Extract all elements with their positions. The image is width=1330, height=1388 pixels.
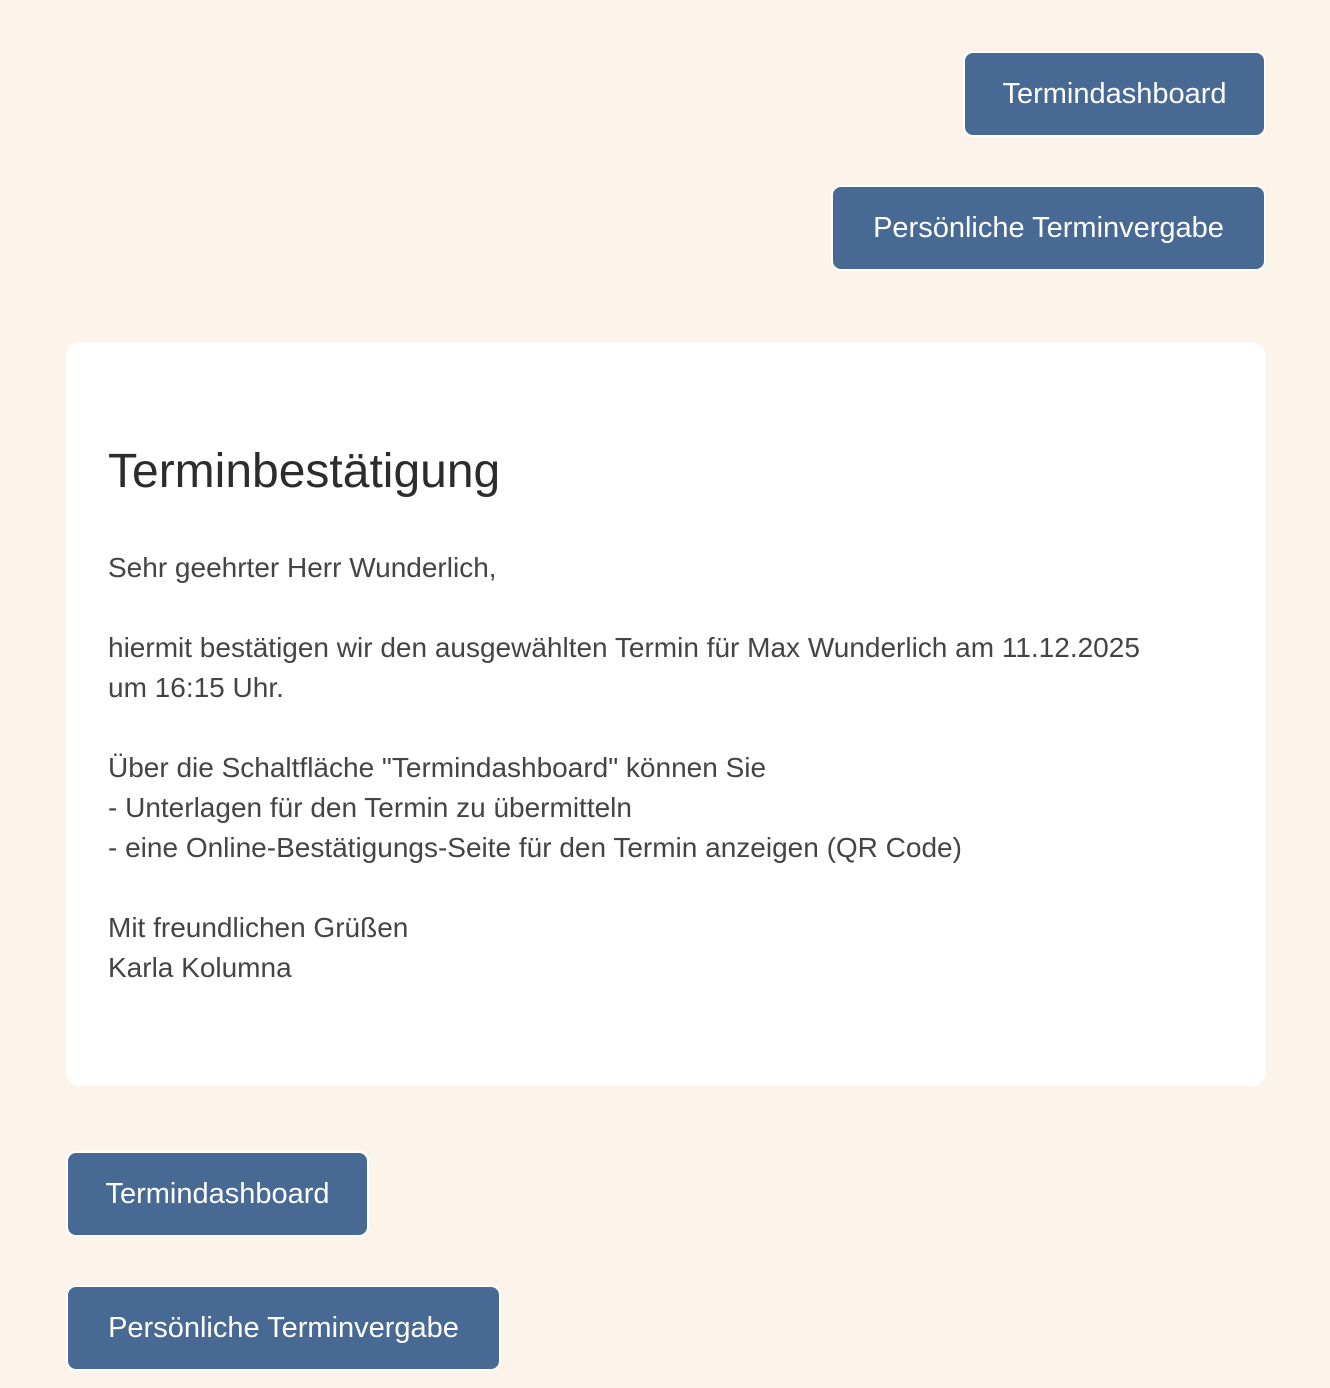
persoenliche-terminvergabe-button-bottom[interactable]: Persönliche Terminvergabe [66, 1285, 501, 1371]
termindashboard-button-bottom[interactable]: Termindashboard [66, 1151, 369, 1237]
confirmation-card [66, 342, 1266, 1086]
page-title: Terminbestätigung [108, 445, 501, 498]
confirmation-text: hiermit bestätigen wir den ausgewählten Termin für Max Wunderlich am 11.12.2025 um 16:15 Uhr. [108, 632, 1140, 703]
closing-text: Mit freundlichen Grüßen Karla Kolumna [108, 912, 409, 983]
greeting-text: Sehr geehrter Herr Wunderlich, [108, 552, 497, 583]
persoenliche-terminvergabe-button-top[interactable]: Persönliche Terminvergabe [831, 185, 1266, 271]
info-text: Über die Schaltfläche "Termindashboard" können Sie - Unterlagen für den Termin zu übermitteln - eine Online-Bestätigungs-Seite für den Termin anzeigen (QR Code) [108, 752, 962, 863]
termindashboard-button-top[interactable]: Termindashboard [963, 51, 1266, 137]
